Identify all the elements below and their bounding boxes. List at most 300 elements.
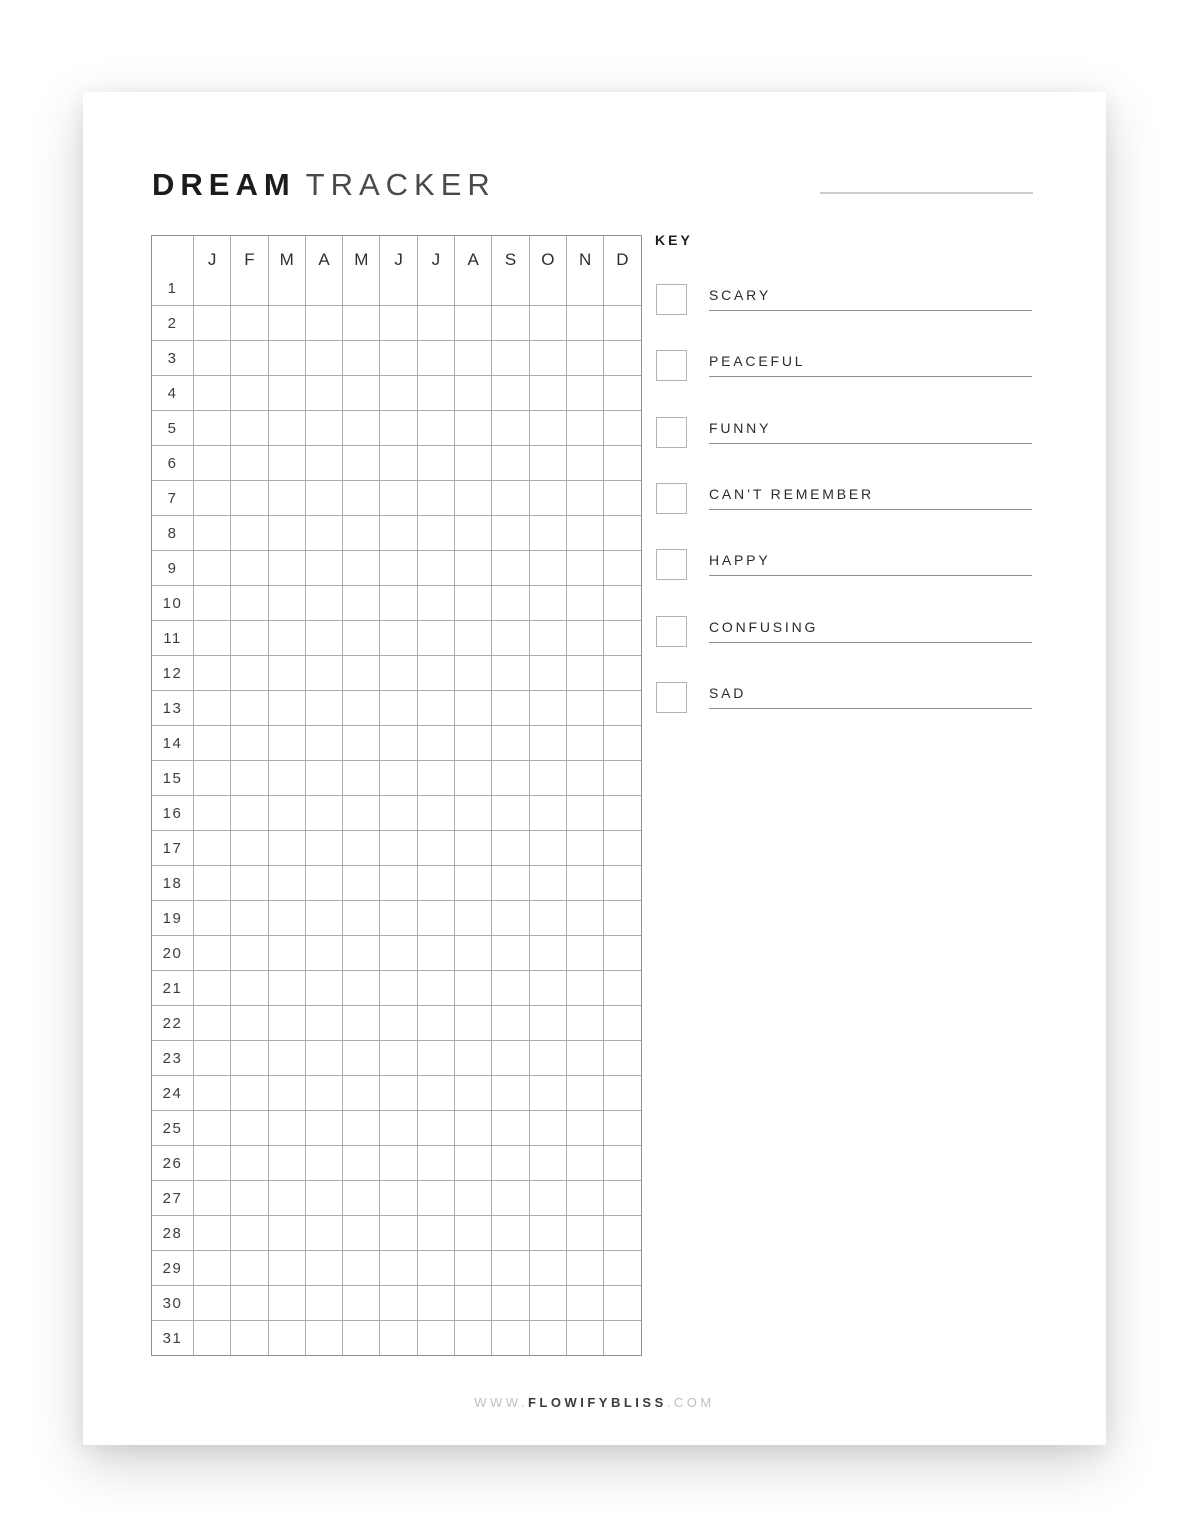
key-checkbox[interactable]: [656, 483, 687, 514]
day-cell[interactable]: [418, 341, 454, 375]
day-cell[interactable]: [492, 551, 528, 585]
day-cell[interactable]: [231, 1006, 267, 1040]
day-cell[interactable]: [343, 1321, 379, 1355]
name-blank-line[interactable]: [820, 192, 1033, 194]
day-cell[interactable]: [604, 1251, 640, 1285]
day-cell[interactable]: [530, 516, 566, 550]
day-cell[interactable]: [418, 481, 454, 515]
day-cell[interactable]: [194, 656, 230, 690]
day-cell[interactable]: [194, 1146, 230, 1180]
day-cell[interactable]: [567, 341, 603, 375]
day-cell[interactable]: [380, 446, 416, 480]
day-cell[interactable]: [530, 411, 566, 445]
day-cell[interactable]: [231, 306, 267, 340]
day-cell[interactable]: [194, 1076, 230, 1110]
day-cell[interactable]: [269, 1041, 305, 1075]
day-cell[interactable]: [418, 656, 454, 690]
day-cell[interactable]: [604, 1041, 640, 1075]
day-cell[interactable]: [269, 936, 305, 970]
day-cell[interactable]: [380, 761, 416, 795]
day-cell[interactable]: [604, 1286, 640, 1320]
day-cell[interactable]: [530, 761, 566, 795]
day-cell[interactable]: [306, 866, 342, 900]
day-cell[interactable]: [343, 831, 379, 865]
key-checkbox[interactable]: [656, 350, 687, 381]
day-cell[interactable]: [380, 551, 416, 585]
day-cell[interactable]: [231, 726, 267, 760]
day-cell[interactable]: [530, 1111, 566, 1145]
day-cell[interactable]: [194, 971, 230, 1005]
day-cell[interactable]: [530, 1006, 566, 1040]
day-cell[interactable]: [604, 1006, 640, 1040]
day-cell[interactable]: [269, 1146, 305, 1180]
day-cell[interactable]: [455, 1181, 491, 1215]
day-cell[interactable]: [567, 1041, 603, 1075]
day-cell[interactable]: [530, 341, 566, 375]
day-cell[interactable]: [492, 621, 528, 655]
day-cell[interactable]: [604, 376, 640, 410]
day-cell[interactable]: [380, 411, 416, 445]
day-cell[interactable]: [530, 1321, 566, 1355]
day-cell[interactable]: [380, 866, 416, 900]
day-cell[interactable]: [492, 376, 528, 410]
day-cell[interactable]: [380, 936, 416, 970]
day-cell[interactable]: [567, 971, 603, 1005]
day-cell[interactable]: [455, 1251, 491, 1285]
day-cell[interactable]: [418, 1251, 454, 1285]
day-cell[interactable]: [530, 621, 566, 655]
day-cell[interactable]: [604, 1181, 640, 1215]
day-cell[interactable]: [530, 1041, 566, 1075]
day-cell[interactable]: [418, 1286, 454, 1320]
day-cell[interactable]: [530, 1251, 566, 1285]
day-cell[interactable]: [604, 1076, 640, 1110]
key-checkbox[interactable]: [656, 549, 687, 580]
day-cell[interactable]: [492, 936, 528, 970]
day-cell[interactable]: [455, 656, 491, 690]
day-cell[interactable]: [530, 1076, 566, 1110]
day-cell[interactable]: [306, 411, 342, 445]
day-cell[interactable]: [231, 1286, 267, 1320]
day-cell[interactable]: [567, 901, 603, 935]
day-cell[interactable]: [530, 376, 566, 410]
day-cell[interactable]: [231, 446, 267, 480]
day-cell[interactable]: [418, 1041, 454, 1075]
day-cell[interactable]: [492, 1216, 528, 1250]
day-cell[interactable]: [380, 621, 416, 655]
day-cell[interactable]: [306, 481, 342, 515]
day-cell[interactable]: [269, 376, 305, 410]
day-cell[interactable]: [269, 481, 305, 515]
day-cell[interactable]: [567, 656, 603, 690]
day-cell[interactable]: [306, 516, 342, 550]
day-cell[interactable]: [343, 1146, 379, 1180]
day-cell[interactable]: [231, 1216, 267, 1250]
day-cell[interactable]: [306, 1286, 342, 1320]
day-cell[interactable]: [604, 1216, 640, 1250]
day-cell[interactable]: [306, 586, 342, 620]
day-cell[interactable]: [231, 1181, 267, 1215]
day-cell[interactable]: [194, 446, 230, 480]
day-cell[interactable]: [455, 621, 491, 655]
day-cell[interactable]: [194, 691, 230, 725]
day-cell[interactable]: [269, 761, 305, 795]
day-cell[interactable]: [604, 1111, 640, 1145]
day-cell[interactable]: [567, 691, 603, 725]
day-cell[interactable]: [492, 866, 528, 900]
day-cell[interactable]: [492, 691, 528, 725]
day-cell[interactable]: [306, 831, 342, 865]
day-cell[interactable]: [269, 621, 305, 655]
day-cell[interactable]: [343, 481, 379, 515]
day-cell[interactable]: [604, 936, 640, 970]
day-cell[interactable]: [269, 1181, 305, 1215]
day-cell[interactable]: [231, 271, 267, 305]
day-cell[interactable]: [306, 376, 342, 410]
day-cell[interactable]: [380, 516, 416, 550]
day-cell[interactable]: [492, 901, 528, 935]
day-cell[interactable]: [567, 446, 603, 480]
day-cell[interactable]: [194, 1321, 230, 1355]
day-cell[interactable]: [604, 656, 640, 690]
day-cell[interactable]: [492, 1006, 528, 1040]
day-cell[interactable]: [194, 1216, 230, 1250]
day-cell[interactable]: [455, 1286, 491, 1320]
day-cell[interactable]: [567, 866, 603, 900]
day-cell[interactable]: [343, 1216, 379, 1250]
day-cell[interactable]: [231, 691, 267, 725]
day-cell[interactable]: [343, 1286, 379, 1320]
day-cell[interactable]: [604, 271, 640, 305]
day-cell[interactable]: [231, 411, 267, 445]
day-cell[interactable]: [492, 726, 528, 760]
day-cell[interactable]: [530, 481, 566, 515]
day-cell[interactable]: [231, 1146, 267, 1180]
day-cell[interactable]: [455, 446, 491, 480]
day-cell[interactable]: [231, 341, 267, 375]
key-checkbox[interactable]: [656, 616, 687, 647]
day-cell[interactable]: [492, 1286, 528, 1320]
day-cell[interactable]: [604, 516, 640, 550]
day-cell[interactable]: [231, 831, 267, 865]
day-cell[interactable]: [194, 376, 230, 410]
day-cell[interactable]: [492, 341, 528, 375]
day-cell[interactable]: [343, 1181, 379, 1215]
day-cell[interactable]: [455, 971, 491, 1005]
day-cell[interactable]: [455, 586, 491, 620]
day-cell[interactable]: [567, 1286, 603, 1320]
day-cell[interactable]: [492, 306, 528, 340]
day-cell[interactable]: [231, 516, 267, 550]
day-cell[interactable]: [455, 271, 491, 305]
day-cell[interactable]: [269, 866, 305, 900]
day-cell[interactable]: [194, 901, 230, 935]
day-cell[interactable]: [269, 271, 305, 305]
day-cell[interactable]: [380, 271, 416, 305]
day-cell[interactable]: [194, 1181, 230, 1215]
day-cell[interactable]: [343, 271, 379, 305]
day-cell[interactable]: [194, 1006, 230, 1040]
day-cell[interactable]: [455, 516, 491, 550]
day-cell[interactable]: [567, 761, 603, 795]
day-cell[interactable]: [418, 1321, 454, 1355]
day-cell[interactable]: [194, 1286, 230, 1320]
day-cell[interactable]: [269, 341, 305, 375]
day-cell[interactable]: [269, 656, 305, 690]
day-cell[interactable]: [343, 1041, 379, 1075]
day-cell[interactable]: [418, 376, 454, 410]
day-cell[interactable]: [418, 761, 454, 795]
day-cell[interactable]: [231, 1076, 267, 1110]
day-cell[interactable]: [231, 1041, 267, 1075]
day-cell[interactable]: [269, 1076, 305, 1110]
day-cell[interactable]: [567, 831, 603, 865]
day-cell[interactable]: [530, 691, 566, 725]
day-cell[interactable]: [418, 1111, 454, 1145]
day-cell[interactable]: [530, 971, 566, 1005]
day-cell[interactable]: [530, 446, 566, 480]
day-cell[interactable]: [418, 621, 454, 655]
day-cell[interactable]: [455, 481, 491, 515]
day-cell[interactable]: [418, 831, 454, 865]
day-cell[interactable]: [231, 551, 267, 585]
day-cell[interactable]: [343, 656, 379, 690]
day-cell[interactable]: [455, 411, 491, 445]
day-cell[interactable]: [492, 586, 528, 620]
day-cell[interactable]: [418, 1146, 454, 1180]
day-cell[interactable]: [604, 446, 640, 480]
day-cell[interactable]: [306, 936, 342, 970]
day-cell[interactable]: [418, 971, 454, 1005]
day-cell[interactable]: [380, 831, 416, 865]
day-cell[interactable]: [567, 481, 603, 515]
day-cell[interactable]: [492, 271, 528, 305]
day-cell[interactable]: [380, 1216, 416, 1250]
day-cell[interactable]: [492, 481, 528, 515]
day-cell[interactable]: [455, 306, 491, 340]
day-cell[interactable]: [194, 271, 230, 305]
day-cell[interactable]: [343, 726, 379, 760]
day-cell[interactable]: [530, 796, 566, 830]
day-cell[interactable]: [455, 551, 491, 585]
day-cell[interactable]: [306, 1181, 342, 1215]
day-cell[interactable]: [418, 271, 454, 305]
day-cell[interactable]: [231, 1251, 267, 1285]
day-cell[interactable]: [380, 1181, 416, 1215]
day-cell[interactable]: [530, 1181, 566, 1215]
day-cell[interactable]: [231, 621, 267, 655]
day-cell[interactable]: [418, 1006, 454, 1040]
day-cell[interactable]: [530, 656, 566, 690]
day-cell[interactable]: [604, 761, 640, 795]
day-cell[interactable]: [492, 761, 528, 795]
day-cell[interactable]: [194, 866, 230, 900]
day-cell[interactable]: [604, 551, 640, 585]
day-cell[interactable]: [418, 551, 454, 585]
day-cell[interactable]: [306, 901, 342, 935]
day-cell[interactable]: [455, 1321, 491, 1355]
day-cell[interactable]: [455, 1216, 491, 1250]
day-cell[interactable]: [567, 1216, 603, 1250]
day-cell[interactable]: [492, 446, 528, 480]
day-cell[interactable]: [380, 341, 416, 375]
day-cell[interactable]: [418, 446, 454, 480]
day-cell[interactable]: [380, 1041, 416, 1075]
day-cell[interactable]: [604, 691, 640, 725]
day-cell[interactable]: [567, 936, 603, 970]
day-cell[interactable]: [492, 971, 528, 1005]
day-cell[interactable]: [306, 656, 342, 690]
day-cell[interactable]: [380, 1146, 416, 1180]
day-cell[interactable]: [269, 1321, 305, 1355]
day-cell[interactable]: [455, 1006, 491, 1040]
day-cell[interactable]: [231, 936, 267, 970]
day-cell[interactable]: [306, 971, 342, 1005]
day-cell[interactable]: [604, 796, 640, 830]
day-cell[interactable]: [380, 796, 416, 830]
day-cell[interactable]: [530, 586, 566, 620]
day-cell[interactable]: [455, 1146, 491, 1180]
day-cell[interactable]: [380, 971, 416, 1005]
day-cell[interactable]: [418, 796, 454, 830]
day-cell[interactable]: [231, 1321, 267, 1355]
day-cell[interactable]: [231, 796, 267, 830]
day-cell[interactable]: [269, 586, 305, 620]
day-cell[interactable]: [567, 411, 603, 445]
day-cell[interactable]: [343, 1111, 379, 1145]
day-cell[interactable]: [194, 551, 230, 585]
day-cell[interactable]: [306, 551, 342, 585]
day-cell[interactable]: [343, 376, 379, 410]
day-cell[interactable]: [380, 656, 416, 690]
day-cell[interactable]: [418, 936, 454, 970]
day-cell[interactable]: [530, 1286, 566, 1320]
day-cell[interactable]: [418, 866, 454, 900]
day-cell[interactable]: [455, 796, 491, 830]
day-cell[interactable]: [343, 691, 379, 725]
day-cell[interactable]: [269, 1111, 305, 1145]
day-cell[interactable]: [231, 901, 267, 935]
day-cell[interactable]: [604, 831, 640, 865]
day-cell[interactable]: [343, 1251, 379, 1285]
day-cell[interactable]: [455, 866, 491, 900]
key-checkbox[interactable]: [656, 284, 687, 315]
day-cell[interactable]: [567, 621, 603, 655]
day-cell[interactable]: [194, 1041, 230, 1075]
day-cell[interactable]: [530, 901, 566, 935]
day-cell[interactable]: [492, 411, 528, 445]
day-cell[interactable]: [492, 656, 528, 690]
day-cell[interactable]: [455, 726, 491, 760]
day-cell[interactable]: [343, 971, 379, 1005]
day-cell[interactable]: [455, 376, 491, 410]
day-cell[interactable]: [306, 1146, 342, 1180]
day-cell[interactable]: [604, 1321, 640, 1355]
day-cell[interactable]: [567, 1181, 603, 1215]
day-cell[interactable]: [343, 796, 379, 830]
day-cell[interactable]: [567, 516, 603, 550]
day-cell[interactable]: [380, 306, 416, 340]
day-cell[interactable]: [343, 446, 379, 480]
day-cell[interactable]: [530, 936, 566, 970]
day-cell[interactable]: [492, 796, 528, 830]
day-cell[interactable]: [604, 481, 640, 515]
day-cell[interactable]: [567, 1146, 603, 1180]
day-cell[interactable]: [380, 586, 416, 620]
day-cell[interactable]: [194, 481, 230, 515]
day-cell[interactable]: [269, 726, 305, 760]
day-cell[interactable]: [269, 796, 305, 830]
day-cell[interactable]: [455, 1111, 491, 1145]
day-cell[interactable]: [567, 1111, 603, 1145]
day-cell[interactable]: [604, 621, 640, 655]
day-cell[interactable]: [418, 306, 454, 340]
day-cell[interactable]: [231, 656, 267, 690]
day-cell[interactable]: [306, 446, 342, 480]
day-cell[interactable]: [231, 586, 267, 620]
day-cell[interactable]: [306, 341, 342, 375]
day-cell[interactable]: [380, 1111, 416, 1145]
day-cell[interactable]: [492, 1181, 528, 1215]
day-cell[interactable]: [343, 901, 379, 935]
day-cell[interactable]: [231, 761, 267, 795]
day-cell[interactable]: [530, 1146, 566, 1180]
day-cell[interactable]: [194, 936, 230, 970]
day-cell[interactable]: [604, 1146, 640, 1180]
day-cell[interactable]: [604, 971, 640, 1005]
day-cell[interactable]: [567, 1006, 603, 1040]
day-cell[interactable]: [306, 1251, 342, 1285]
day-cell[interactable]: [380, 901, 416, 935]
day-cell[interactable]: [567, 271, 603, 305]
day-cell[interactable]: [455, 341, 491, 375]
day-cell[interactable]: [604, 586, 640, 620]
day-cell[interactable]: [530, 271, 566, 305]
key-checkbox[interactable]: [656, 417, 687, 448]
day-cell[interactable]: [306, 1216, 342, 1250]
day-cell[interactable]: [194, 586, 230, 620]
day-cell[interactable]: [380, 481, 416, 515]
day-cell[interactable]: [269, 831, 305, 865]
day-cell[interactable]: [604, 306, 640, 340]
day-cell[interactable]: [567, 376, 603, 410]
day-cell[interactable]: [567, 1076, 603, 1110]
day-cell[interactable]: [194, 306, 230, 340]
day-cell[interactable]: [306, 1041, 342, 1075]
day-cell[interactable]: [455, 901, 491, 935]
day-cell[interactable]: [194, 761, 230, 795]
day-cell[interactable]: [604, 726, 640, 760]
day-cell[interactable]: [530, 831, 566, 865]
day-cell[interactable]: [306, 796, 342, 830]
day-cell[interactable]: [567, 1251, 603, 1285]
day-cell[interactable]: [194, 796, 230, 830]
day-cell[interactable]: [269, 901, 305, 935]
day-cell[interactable]: [418, 1216, 454, 1250]
day-cell[interactable]: [343, 936, 379, 970]
day-cell[interactable]: [343, 1006, 379, 1040]
day-cell[interactable]: [269, 691, 305, 725]
day-cell[interactable]: [492, 1146, 528, 1180]
day-cell[interactable]: [306, 1006, 342, 1040]
day-cell[interactable]: [231, 481, 267, 515]
day-cell[interactable]: [306, 1111, 342, 1145]
day-cell[interactable]: [194, 1111, 230, 1145]
day-cell[interactable]: [418, 726, 454, 760]
day-cell[interactable]: [380, 376, 416, 410]
key-checkbox[interactable]: [656, 682, 687, 713]
day-cell[interactable]: [380, 691, 416, 725]
